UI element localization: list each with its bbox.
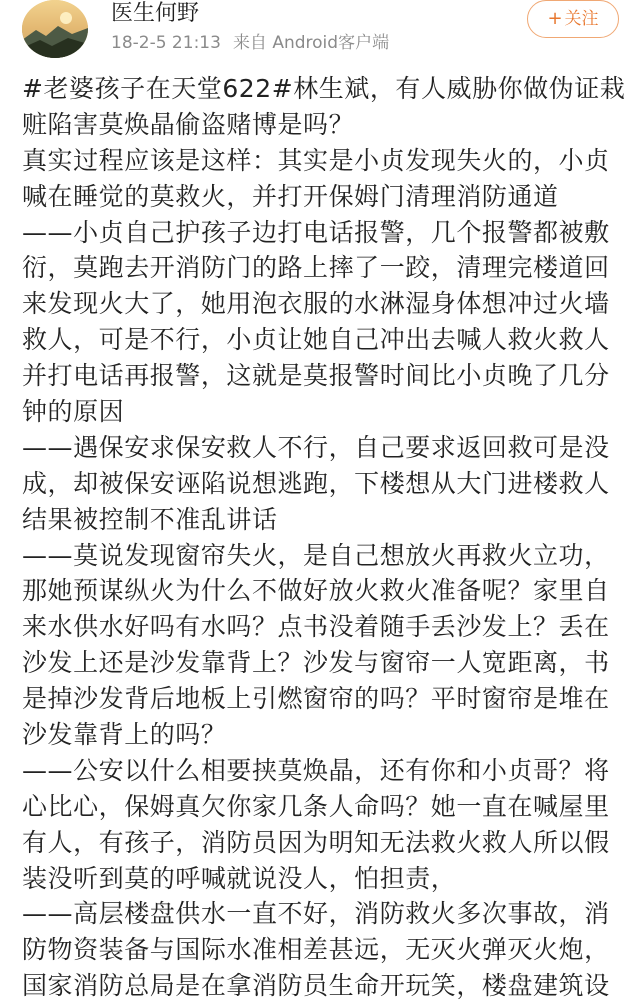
- post-line: 真实过程应该是这样：其实是小贞发现失火的，小贞: [22, 145, 610, 175]
- post-line: ——小贞自己护孩子边打电话报警，几个报警都被敷: [22, 217, 610, 247]
- post-date: 18-2-5 21:13: [111, 33, 221, 53]
- post-line: 是掉沙发背后地板上引燃窗帘的吗？平时窗帘是堆在: [22, 684, 610, 714]
- post-meta: [111, 32, 389, 54]
- post-line: 沙发上还是沙发靠背上？沙发与窗帘一人宽距离，书: [22, 648, 610, 678]
- username[interactable]: 医生何野: [111, 1, 200, 26]
- post-line: 有人，有孩子，消防员因为明知无法救火救人所以假: [22, 827, 610, 857]
- plus-icon: +: [547, 8, 563, 29]
- post-line: 并打电话再报警，这就是莫报警时间比小贞晚了几分: [22, 361, 610, 391]
- post-line: #老婆孩子在天堂622#林生斌，有人威胁你做伪证栽: [22, 74, 626, 103]
- post-line: 心比心，保姆真欠你家几条人命吗？她一直在喊屋里: [22, 791, 610, 821]
- post-line: 赃陷害莫焕晶偷盗赌博是吗？: [22, 109, 355, 139]
- post-line: ——公安以什么相要挟莫焕晶，还有你和小贞哥？将: [22, 755, 610, 785]
- post-body: [22, 71, 626, 1004]
- post-line: 装没听到莫的呼喊就说没人，怕担责，: [22, 863, 457, 893]
- post-line: 成，却被保安诬陷说想逃跑，下楼想从大门进楼救人: [22, 468, 610, 498]
- post-line: 防物资装备与国际水准相差甚远，无灭火弹灭火炮，: [22, 935, 610, 965]
- post-line: 来水供水好吗有水吗？点书没着随手丢沙发上？丢在: [22, 612, 610, 642]
- post-line: 那她预谋纵火为什么不做好放火救火准备呢？家里自: [22, 576, 610, 606]
- post-line: 救人，可是不行，小贞让她自己冲出去喊人救火救人: [22, 325, 610, 355]
- post-line: 结果被控制不准乱讲话: [22, 504, 278, 534]
- post-line: ——遇保安求保安救人不行，自己要求返回救可是没: [22, 432, 610, 462]
- post-line: 来发现火大了，她用泡衣服的水淋湿身体想冲过火墙: [22, 289, 610, 319]
- post-line: ——莫说发现窗帘失火，是自己想放火再救火立功，: [22, 540, 610, 570]
- post-line: 钟的原因: [22, 397, 125, 427]
- post-line: 沙发靠背上的吗？: [22, 720, 227, 750]
- post-line: ——高层楼盘供水一直不好，消防救火多次事故，消: [22, 899, 610, 929]
- post-header: [0, 0, 640, 62]
- avatar[interactable]: [22, 0, 88, 58]
- follow-button[interactable]: [527, 0, 619, 38]
- post-source: 来自 Android客户端: [232, 33, 390, 53]
- post-line: 衍，莫跑去开消防门的路上摔了一跤，清理完楼道回: [22, 253, 610, 283]
- post-line: 喊在睡觉的莫救火，并打开保姆门清理消防通道: [22, 181, 559, 211]
- avatar-landscape-image: [22, 0, 88, 58]
- post-line: 国家消防总局是在拿消防员生命开玩笑，楼盘建筑设: [22, 971, 610, 1001]
- follow-label: 关注: [564, 9, 599, 29]
